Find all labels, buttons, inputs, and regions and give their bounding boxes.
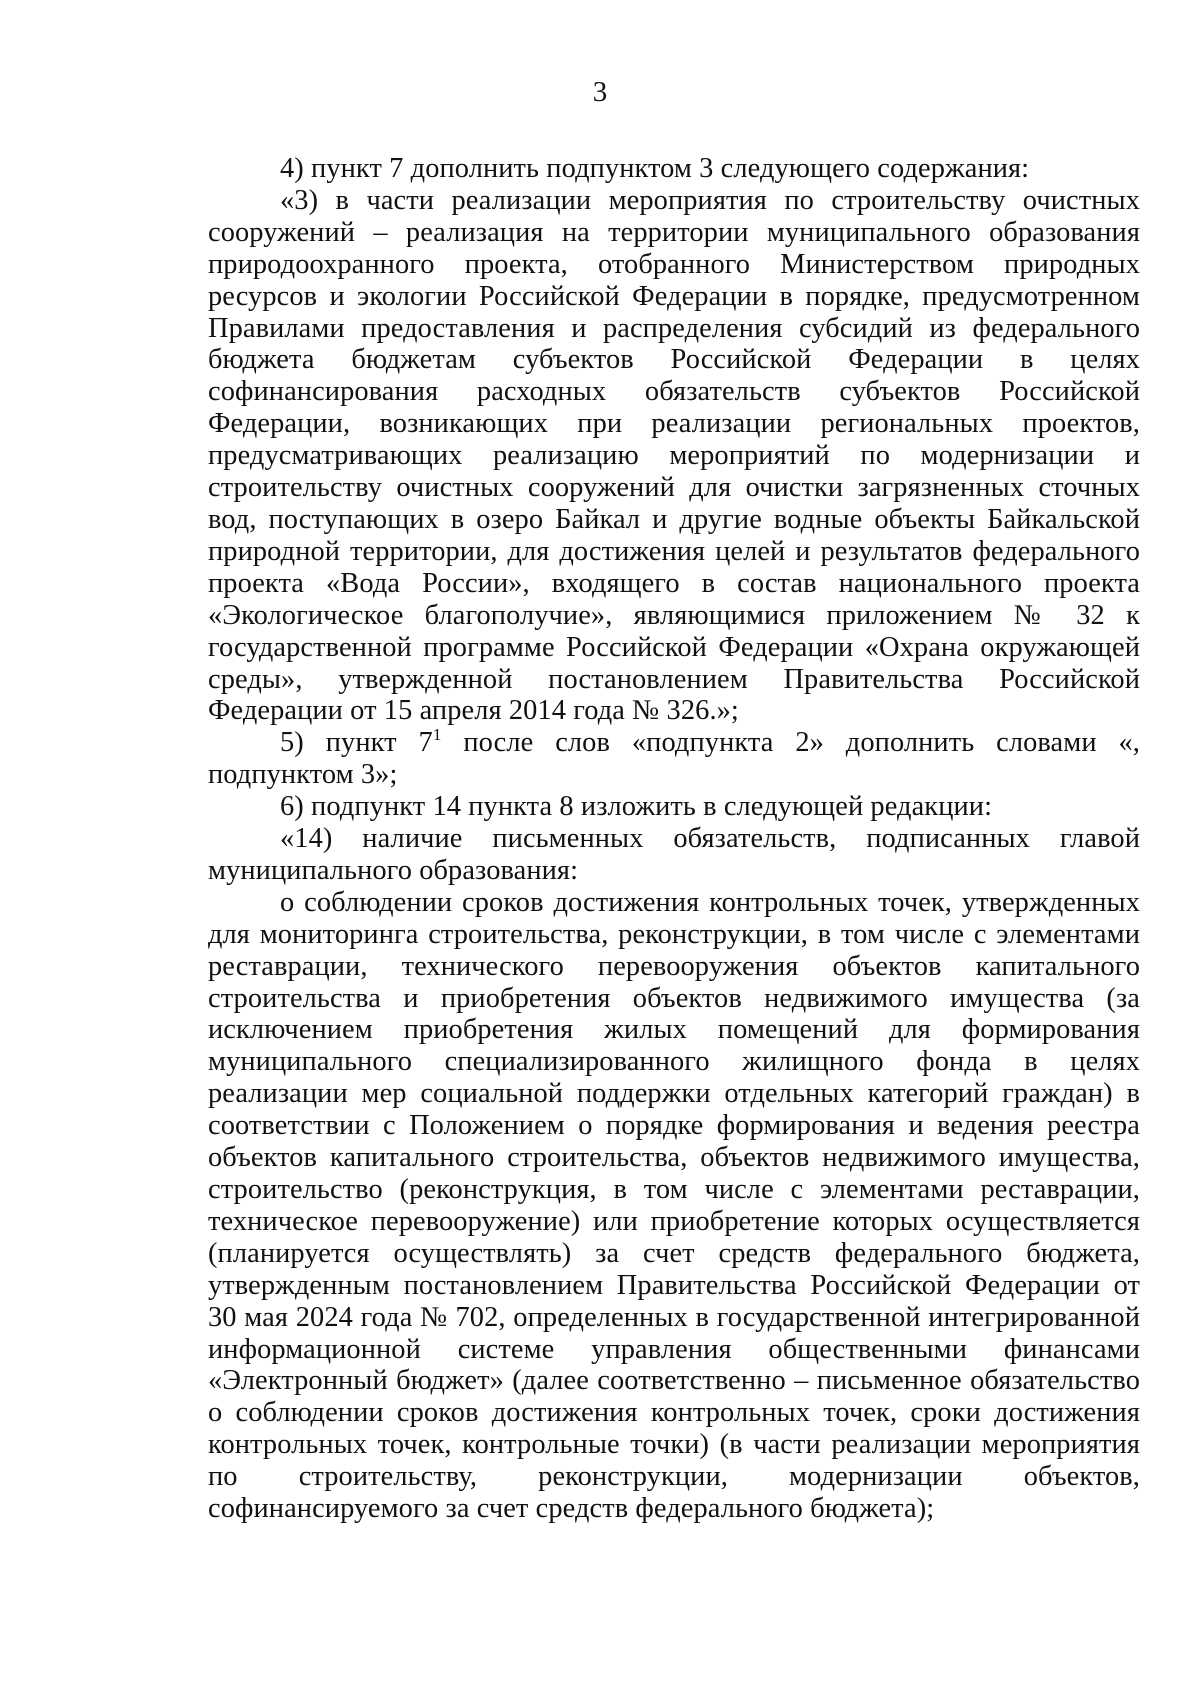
page-number: 3 [592,76,608,108]
item-5-superscript: 1 [432,725,442,745]
item-5-text-before: 5) пункт 7 [280,727,433,759]
paragraph-item-5 [208,727,1140,791]
item-5-text-after: после слов «подпункта 2» дополнить словами «, подпунктом 3»; [208,727,1141,791]
document-body [208,153,1140,1525]
paragraph-item-6: 6) подпункт 14 пункта 8 изложить в следующей редакции: [280,791,993,823]
paragraph-item-4: 4) пункт 7 дополнить подпунктом 3 следующего содержания: [280,153,1030,184]
paragraph-subitem-3: «3) в части реализации мероприятия по строительству очистных сооружений – реализация на территории муниципального образования природоохранного проекта, отобранного Министерством природных ресурсов и экологии Российской Федерации в порядке, предусмотренном Правилами предоставления и распределения субсидий из федерального бюджета бюджетам субъектов Российской Федерации в целях софинансирования расходных обязательств субъектов Российской Федерации, возникающих при реализации региональных проектов, предусматривающих реализацию мероприятий по модернизации и строительству очистных сооружений для очистки загрязненных сточных вод, поступающих в озеро Байкал и другие водные объекты Байкальской природной территории, для достижения целей и результатов федерального проекта «Вода России», входящего в состав национального проекта «Экологическое благополучие», являющимися приложением № 32 к государственной программе Российской Федерации «Охрана окружающей среды», утвержденной постановлением Правительства Российской Федерации от 15 апреля 2014 года № 326.»; [208,184,1140,727]
paragraph-obligation: о соблюдении сроков достижения контрольных точек, утвержденных для мониторинга строительства, реконструкции, в том числе с элементами реставрации, технического перевооружения объектов капитального строительства и приобретения объектов недвижимого имущества (за исключением приобретения жилых помещений для формирования муниципального специализированного жилищного фонда в целях реализации мер социальной поддержки отдельных категорий граждан) в соответствии с Положением о порядке формирования и ведения реестра объектов капитального строительства, объектов недвижимого имущества, строительство (реконструкция, в том числе с элементами реставрации, техническое перевооружение) или приобретение которых осуществляется (планируется осуществлять) за счет средств федерального бюджета, утвержденным постановлением Правительства Российской Федерации от 30 мая 2024 года № 702, определенных в государственной интегрированной информационной системе управления общественными финансами «Электронный бюджет» (далее соответственно – письменное обязательство о соблюдении сроков достижения контрольных точек, сроки достижения контрольных точек, контрольные точки) (в части реализации мероприятия по строительству, реконструкции, модернизации объектов, софинансируемого за счет средств федерального бюджета); [208,886,1140,1525]
paragraph-subitem-14: «14) наличие письменных обязательств, подписанных главой муниципального образования: [208,823,1140,886]
